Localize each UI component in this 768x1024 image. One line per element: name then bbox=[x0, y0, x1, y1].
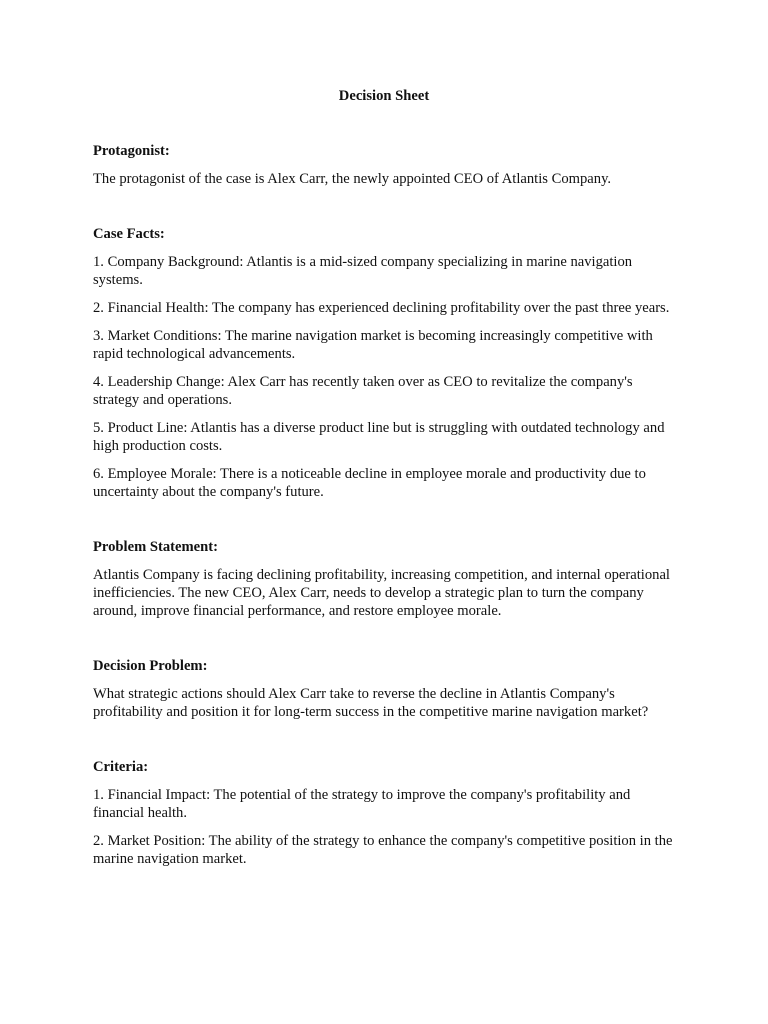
protagonist-section bbox=[93, 142, 675, 188]
protagonist-text: The protagonist of the case is Alex Carr, the newly appointed CEO of Atlantis Company. bbox=[93, 171, 612, 187]
criteria-item: 2. Market Position: The ability of the strategy to enhance the company's competitive position in the marine navigation market. bbox=[93, 833, 673, 867]
document-page bbox=[93, 87, 675, 868]
problem-statement-text: Atlantis Company is facing declining profitability, increasing competition, and internal operational inefficiencies. The new CEO, Alex Carr, needs to develop a strategic plan to turn the company around, improve financial performance, and restore employee morale. bbox=[93, 567, 670, 619]
problem-statement-heading: Problem Statement: bbox=[93, 539, 218, 555]
problem-statement-section bbox=[93, 538, 675, 620]
case-fact-item: 4. Leadership Change: Alex Carr has recently taken over as CEO to revitalize the company's strategy and operations. bbox=[93, 374, 633, 408]
criteria-item: 1. Financial Impact: The potential of the strategy to improve the company's profitability and financial health. bbox=[93, 787, 631, 821]
decision-problem-section bbox=[93, 657, 675, 721]
case-fact-item: 2. Financial Health: The company has experienced declining profitability over the past three years. bbox=[93, 300, 670, 316]
case-facts-section bbox=[93, 225, 675, 501]
decision-problem-text: What strategic actions should Alex Carr take to reverse the decline in Atlantis Company's profitability and position it for long-term success in the competitive marine navigation market? bbox=[93, 686, 649, 720]
case-fact-item: 6. Employee Morale: There is a noticeable decline in employee morale and productivity due to uncertainty about the company's future. bbox=[93, 466, 646, 500]
case-fact-item: 1. Company Background: Atlantis is a mid-sized company specializing in marine navigation systems. bbox=[93, 254, 633, 288]
document-title: Decision Sheet bbox=[338, 88, 430, 104]
protagonist-heading: Protagonist: bbox=[93, 143, 170, 159]
decision-problem-heading: Decision Problem: bbox=[93, 658, 208, 674]
criteria-section bbox=[93, 758, 675, 868]
case-fact-item: 3. Market Conditions: The marine navigation market is becoming increasingly competitive with rapid technological advancements. bbox=[93, 328, 653, 362]
case-facts-heading: Case Facts: bbox=[93, 226, 165, 242]
case-fact-item: 5. Product Line: Atlantis has a diverse product line but is struggling with outdated technology and high production costs. bbox=[93, 420, 665, 454]
criteria-heading: Criteria: bbox=[93, 759, 149, 775]
